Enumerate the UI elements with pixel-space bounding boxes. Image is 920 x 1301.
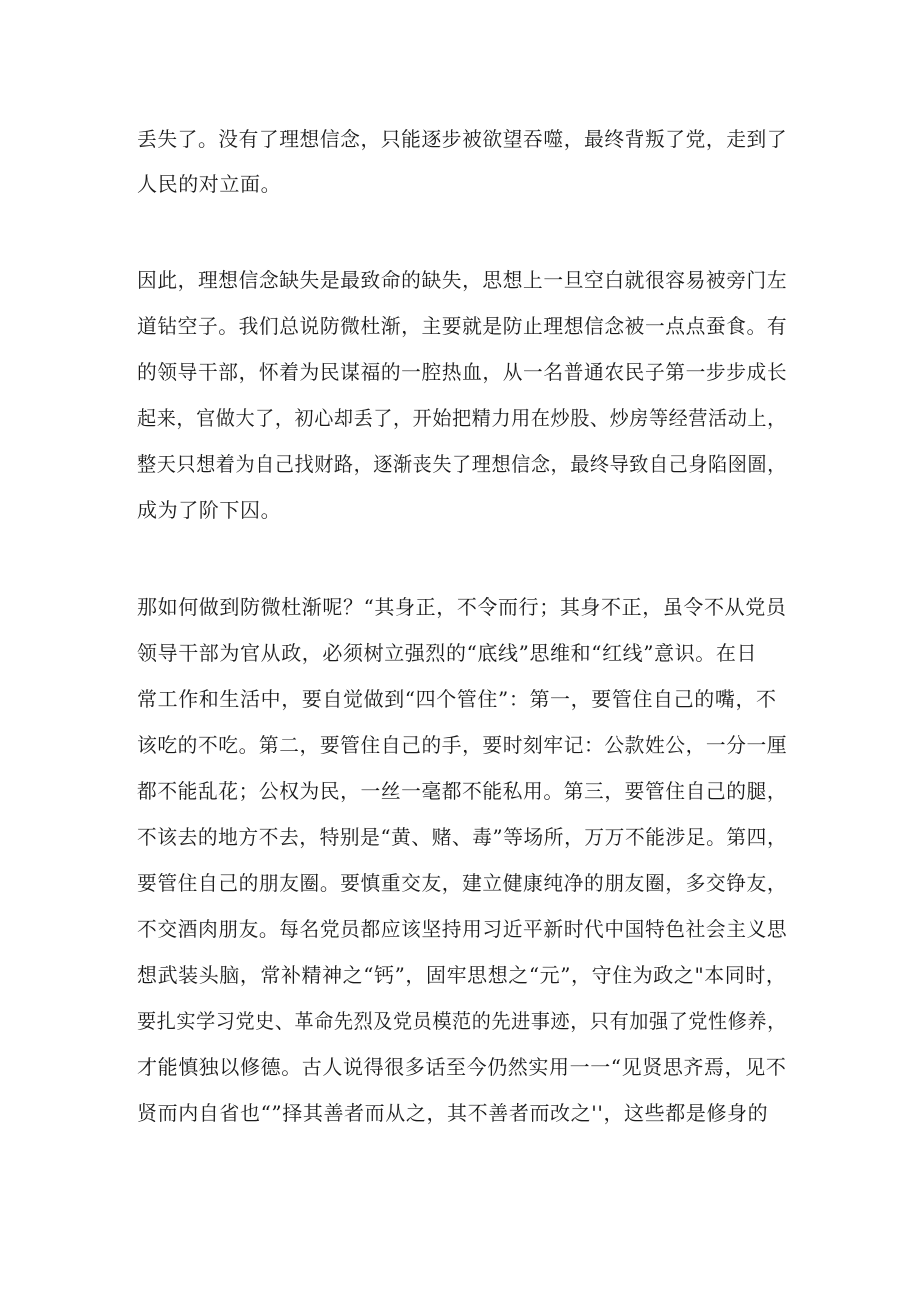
text-line: 领导干部为官从政，必须树立强烈的“底线”思维和“红线”意识。在日	[137, 641, 758, 665]
text-line: 要扎实学习党史、革命先烈及党员模范的先进事迹，只有加强了党性修养，	[137, 1009, 787, 1033]
text-line: 人民的对立面。	[137, 172, 282, 196]
text-line: 成为了阶下囚。	[137, 498, 282, 522]
text-line: 才能慎独以修德。古人说得很多话至今仍然实用一一“见贤思齐焉，见不	[137, 1055, 787, 1079]
text-line: 道钻空子。我们总说防微杜渐，主要就是防止理想信念被一点点蚕食。有	[137, 314, 788, 338]
text-line: 想武装头脑，常补精神之“钙”，固牢思想之“元”，守住为政之"本同时，	[137, 963, 787, 987]
text-line: 该吃的不吃。第二，要管住自己的手，要时刻牢记：公款姓公，一分一厘	[137, 733, 788, 757]
text-line: 不该去的地方不去，特别是“黄、赌、毒”等场所，万万不能涉足。第四，	[137, 825, 788, 849]
text-line: 起来，官做大了，初心却丢了，开始把精力用在炒股、炒房等经营活动上，	[137, 406, 787, 430]
text-line: 因此，理想信念缺失是最致命的缺失，思想上一旦空白就很容易被旁门左	[137, 268, 788, 292]
text-line: 都不能乱花；公权为民，一丝一毫都不能私用。第三，要管住自己的腿，	[137, 779, 788, 803]
text-line: 不交酒肉朋友。每名党员都应该坚持用习近平新时代中国特色社会主义思	[137, 917, 788, 941]
text-line: 常工作和生活中，要自觉做到“四个管住”：第一，要管住自己的嘴，不	[137, 687, 777, 711]
text-line: 要管住自己的朋友圈。要慎重交友，建立健康纯净的朋友圈，多交铮友，	[137, 871, 788, 895]
text-line: 的领导干部，怀着为民谋福的一腔热血，从一名普通农民子第一步步成长	[137, 360, 788, 384]
text-line: 整天只想着为自己找财路，逐渐丧失了理想信念，最终导致自己身陷囹圄，	[137, 452, 787, 476]
text-line: 贤而内自省也“”择其善者而从之，其不善者而改之''，这些都是修身的	[137, 1101, 769, 1125]
text-line: 那如何做到防微杜渐呢？“其身正，不令而行；其身不正，虽令不从党员	[137, 595, 787, 619]
text-line: 丢失了。没有了理想信念，只能逐步被欲望吞噬，最终背叛了党，走到了	[137, 127, 788, 151]
